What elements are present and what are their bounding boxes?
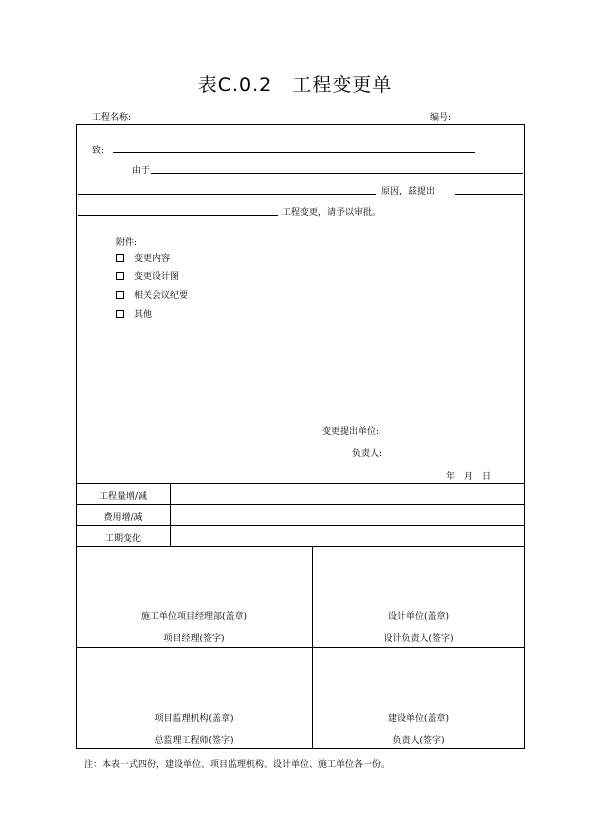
number-label: 编号: <box>430 113 452 123</box>
attachments-label: 附件: <box>116 238 138 248</box>
attachment-item[interactable] <box>116 307 152 320</box>
divider <box>76 546 525 547</box>
form-title: 表C.0.2 工程变更单 <box>197 74 393 96</box>
design-unit-stamp: 设计单位(盖章) <box>387 612 450 622</box>
checkbox[interactable] <box>116 310 124 318</box>
attachment-item[interactable] <box>116 288 188 301</box>
attachment-item[interactable] <box>116 251 170 264</box>
attachment-item[interactable] <box>116 269 179 282</box>
date-label: 年 月 日 <box>446 472 492 482</box>
checkbox[interactable] <box>116 291 124 299</box>
proposal-field[interactable] <box>455 194 523 195</box>
construction-unit-stamp: 施工单位项目经理部(盖章) <box>140 612 248 622</box>
change-field[interactable] <box>78 215 278 216</box>
checkbox[interactable] <box>116 254 124 262</box>
reason-label: 原因，兹提出 <box>381 187 436 197</box>
proposing-unit-label: 变更提出单位: <box>322 427 380 437</box>
responsible-label: 负责人: <box>352 449 383 459</box>
owner-unit-stamp: 建设单位(盖章) <box>387 714 450 724</box>
divider <box>76 483 525 484</box>
request-text: 工程变更，请予以审批。 <box>282 208 382 218</box>
attachment-label: 变更设计图 <box>134 272 180 282</box>
attachment-label: 相关会议纪要 <box>134 291 189 301</box>
to-field[interactable] <box>113 152 475 153</box>
project-name-label: 工程名称: <box>92 113 132 123</box>
divider <box>76 504 525 505</box>
divider <box>170 483 171 546</box>
divider <box>76 525 525 526</box>
due-to-field[interactable] <box>151 173 523 174</box>
owner-lead-sign: 负责人(签字) <box>392 736 445 746</box>
design-lead-sign: 设计负责人(签字) <box>383 634 454 644</box>
quantity-label: 工程量增/减 <box>98 492 148 502</box>
cost-label: 费用增/减 <box>103 513 143 523</box>
supervision-org-stamp: 项目监理机构(盖章) <box>154 714 234 724</box>
checkbox[interactable] <box>116 272 124 280</box>
footnote: 注：本表一式四份，建设单位、项目监理机构、设计单位、施工单位各一份。 <box>84 760 391 770</box>
divider <box>76 647 525 648</box>
chief-supervisor-sign: 总监理工程师(签字) <box>154 736 234 746</box>
attachment-label: 变更内容 <box>134 254 171 264</box>
attachment-label: 其他 <box>134 310 153 320</box>
project-manager-sign: 项目经理(签字) <box>163 634 225 644</box>
reason-field[interactable] <box>78 194 376 195</box>
due-to-label: 由于 <box>132 166 151 176</box>
schedule-label: 工期变化 <box>104 534 141 544</box>
to-label: 致: <box>92 146 105 156</box>
